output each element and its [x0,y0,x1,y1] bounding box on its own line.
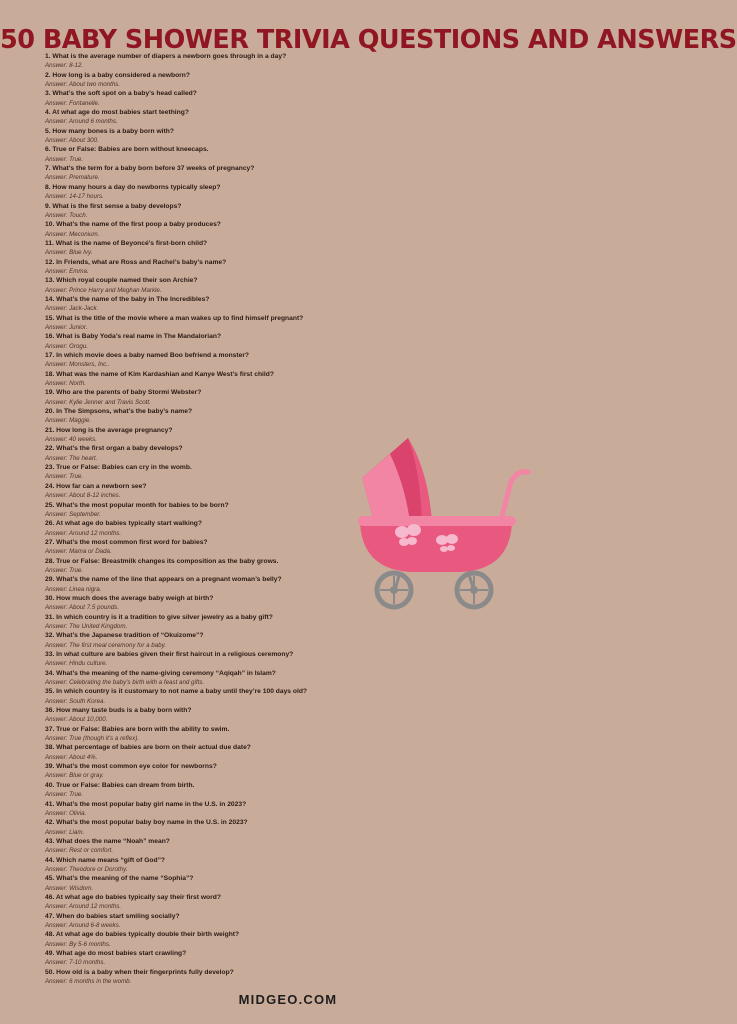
trivia-item [45,388,345,407]
question-text: 33. In what culture are babies given their first haircut in a religious ceremony? [45,651,294,658]
question-text: 16. What is Baby Yoda’s real name in The Mandalorian? [45,333,222,341]
question-text: 36. How many taste buds is a baby born with? [45,707,192,715]
answer-text: Answer: True. [45,566,84,574]
question-text: 24. How far can a newborn see? [45,482,147,490]
question-text: 50. How old is a baby when their fingerprints fully develop? [45,968,234,976]
question-text: 45. What’s the meaning of the name “Sophia”? [45,875,194,883]
trivia-item [45,687,345,706]
question-text: 19. Who are the parents of baby Stormi Webster? [45,389,202,397]
question-text: 26. At what age do babies typically start walking? [45,520,202,528]
answer-text: Answer: South Korea. [45,697,106,705]
trivia-item [45,594,345,613]
trivia-item [45,127,345,146]
answer-text: Answer: The first meal ceremony for a baby. [45,641,166,649]
trivia-item [45,800,345,819]
trivia-item [45,332,345,351]
trivia-item [45,631,345,650]
trivia-item [45,912,345,931]
question-text: 34. What’s the meaning of the name-giving ceremony “Aqiqah” in Islam? [45,669,276,677]
trivia-item [45,71,345,90]
trivia-item [45,893,345,912]
trivia-item [45,202,345,221]
trivia-item [45,538,345,557]
question-text: 13. Which royal couple named their son Archie? [45,277,198,285]
answer-text: Answer: About 4%. [45,753,98,761]
answer-text: Answer: Blue Ivy. [45,249,93,257]
page-title: 50 BABY SHOWER TRIVIA QUESTIONS AND ANSWERS [0,25,737,56]
answer-text: Answer: Theodore or Dorothy. [45,865,128,873]
site-footer: MIDGEO.COM [238,992,338,1007]
question-text: 15. What is the title of the movie where a man wakes up to find himself pregnant? [45,314,304,322]
answer-text: Answer: 7-10 months. [45,959,106,967]
answer-text: Answer: 14-17 hours. [45,193,104,201]
question-text: 32. What’s the Japanese tradition of “Okuizome”? [45,632,204,640]
answer-text: Answer: Around 12 months. [45,529,122,537]
question-text: 46. At what age do babies typically say their first word? [45,893,221,901]
answer-text: Answer: Around 12 months. [45,903,122,911]
answer-text: Answer: Touch. [45,211,88,219]
answer-text: Answer: About 300. [45,137,99,145]
answer-text: Answer: Rest or comfort. [45,847,114,855]
answer-text: Answer: Around 6 months. [45,118,118,126]
question-text: 10. What’s the name of the first poop a baby produces? [45,221,221,229]
trivia-item [45,837,345,856]
answer-text: Answer: Junior. [45,323,88,331]
answer-text: Answer: Fontanelle. [45,99,100,107]
question-text: 35. In which country is it customary to not name a baby until they’re 100 days old? [45,688,307,696]
answer-text: Answer: Wisdom. [45,884,94,892]
trivia-item [45,650,345,669]
question-text: 7. What’s the term for a baby born before 37 weeks of pregnancy? [45,165,255,173]
question-text: 44. Which name means “gift of God”? [45,856,166,864]
answer-text: Answer: Celebrating the baby’s birth with a feast and gifts. [45,679,205,687]
answer-text: Answer: Mama or Dada. [45,548,112,556]
trivia-item [45,762,345,781]
question-text: 8. How many hours a day do newborns typically sleep? [45,183,221,191]
trivia-item [45,220,345,239]
answer-text: Answer: True. [45,791,84,799]
answer-text: Answer: 40 weeks. [45,436,97,444]
answer-text: Answer: By 5-6 months. [45,940,111,948]
trivia-item [45,949,345,968]
trivia-item [45,258,345,277]
answer-text: Answer: True. [45,473,84,481]
question-text: 39. What’s the most common eye color for newborns? [45,763,217,771]
answer-text: Answer: Jack-Jack. [45,305,99,313]
answer-text: Answer: 8-12. [45,62,84,70]
trivia-item [45,52,345,71]
trivia-item [45,426,345,445]
answer-text: Answer: About 7.5 pounds. [45,604,120,612]
answer-text: Answer: The United Kingdom. [45,622,128,630]
answer-text: Answer: Liam. [45,828,85,836]
answer-text: Answer: True (though it’s a reflex). [45,735,139,743]
trivia-item [45,295,345,314]
baby-stroller-icon [350,430,550,610]
answer-text: Answer: About 8-12 inches. [45,492,121,500]
question-text: 30. How much does the average baby weigh at birth? [45,594,214,602]
trivia-item [45,874,345,893]
question-text: 5. How many bones is a baby born with? [45,127,174,135]
question-text: 23. True or False: Babies can cry in the womb. [45,464,192,472]
question-text: 6. True or False: Babies are born without kneecaps. [45,146,209,154]
answer-text: Answer: Around 6-8 weeks. [45,921,121,929]
trivia-item [45,669,345,688]
trivia-item [45,968,345,987]
answer-text: Answer: Blue or gray. [45,772,104,780]
question-text: 43. What does the name “Noah” mean? [45,837,170,845]
trivia-item [45,557,345,576]
question-text: 17. In which movie does a baby named Boo befriend a monster? [45,352,250,359]
question-text: 11. What is the name of Beyoncé’s first-born child? [45,239,208,247]
trivia-item [45,164,345,183]
trivia-item [45,575,345,594]
question-text: 9. What is the first sense a baby develops? [45,202,182,210]
answer-text: Answer: The heart. [45,454,98,462]
question-text: 27. What’s the most common first word for babies? [45,538,208,546]
trivia-item [45,108,345,127]
trivia-item [45,145,345,164]
trivia-item [45,276,345,295]
trivia-item [45,407,345,426]
question-text: 20. In The Simpsons, what’s the baby’s name? [45,408,193,416]
trivia-item [45,351,345,370]
trivia-item [45,482,345,501]
question-text: 29. What’s the name of the line that appears on a pregnant woman’s belly? [45,576,282,584]
answer-text: Answer: Prince Harry and Meghan Markle. [45,286,162,294]
question-text: 4. At what age do most babies start teething? [45,109,189,117]
question-text: 28. True or False: Breastmilk changes its composition as the baby grows. [45,557,279,565]
answer-text: Answer: Grogu. [45,342,88,350]
trivia-list [45,52,345,986]
answer-text: Answer: Emma. [45,267,89,275]
question-text: 49. What age do most babies start crawling? [45,950,187,957]
trivia-item [45,501,345,520]
question-text: 25. What’s the most popular month for babies to be born? [45,501,229,509]
question-text: 1. What is the average number of diapers a newborn goes through in a day? [45,53,287,60]
trivia-item [45,725,345,744]
answer-text: Answer: Meconium. [45,230,100,238]
trivia-item [45,818,345,837]
question-text: 47. When do babies start smiling socially? [45,912,180,920]
answer-text: Answer: About 10,000. [45,716,108,724]
question-text: 37. True or False: Babies are born with the ability to swim. [45,725,230,733]
answer-text: Answer: Kylie Jenner and Travis Scott. [45,398,151,406]
trivia-item [45,183,345,202]
answer-text: Answer: Linea nigra. [45,585,102,593]
question-text: 3. What’s the soft spot on a baby’s head called? [45,90,197,98]
answer-text: Answer: Monsters, Inc.. [45,361,110,369]
question-text: 18. What was the name of Kim Kardashian and Kanye West’s first child? [45,370,274,378]
trivia-item [45,781,345,800]
trivia-item [45,856,345,875]
trivia-item [45,314,345,333]
question-text: 12. In Friends, what are Ross and Rachel’s baby’s name? [45,258,227,266]
trivia-item [45,444,345,463]
answer-text: Answer: Hindu culture. [45,660,108,668]
answer-text: Answer: North. [45,380,86,388]
question-text: 22. What’s the first organ a baby develops? [45,445,183,453]
answer-text: Answer: Maggie. [45,417,92,425]
answer-text: Answer: 6 months in the womb. [45,978,132,986]
trivia-item [45,743,345,762]
trivia-item [45,463,345,482]
trivia-item [45,239,345,258]
question-text: 48. At what age do babies typically double their birth weight? [45,931,240,939]
trivia-item [45,370,345,389]
answer-text: Answer: About two months. [45,81,121,89]
answer-text: Answer: True. [45,155,84,163]
answer-text: Answer: September. [45,510,101,518]
answer-text: Answer: Premature. [45,174,100,182]
trivia-item [45,613,345,632]
question-text: 2. How long is a baby considered a newborn? [45,71,190,79]
question-text: 42. What’s the most popular baby boy name in the U.S. in 2023? [45,819,248,827]
question-text: 21. How long is the average pregnancy? [45,426,173,434]
question-text: 31. In which country is it a tradition to give silver jewelry as a baby gift? [45,613,273,621]
trivia-item [45,706,345,725]
question-text: 38. What percentage of babies are born on their actual due date? [45,744,251,752]
question-text: 41. What’s the most popular baby girl name in the U.S. in 2023? [45,800,247,808]
answer-text: Answer: Olivia. [45,809,87,817]
trivia-item [45,930,345,949]
trivia-item [45,89,345,108]
question-text: 40. True or False: Babies can dream from birth. [45,781,195,789]
question-text: 14. What’s the name of the baby in The Incredibles? [45,295,210,303]
trivia-item [45,519,345,538]
